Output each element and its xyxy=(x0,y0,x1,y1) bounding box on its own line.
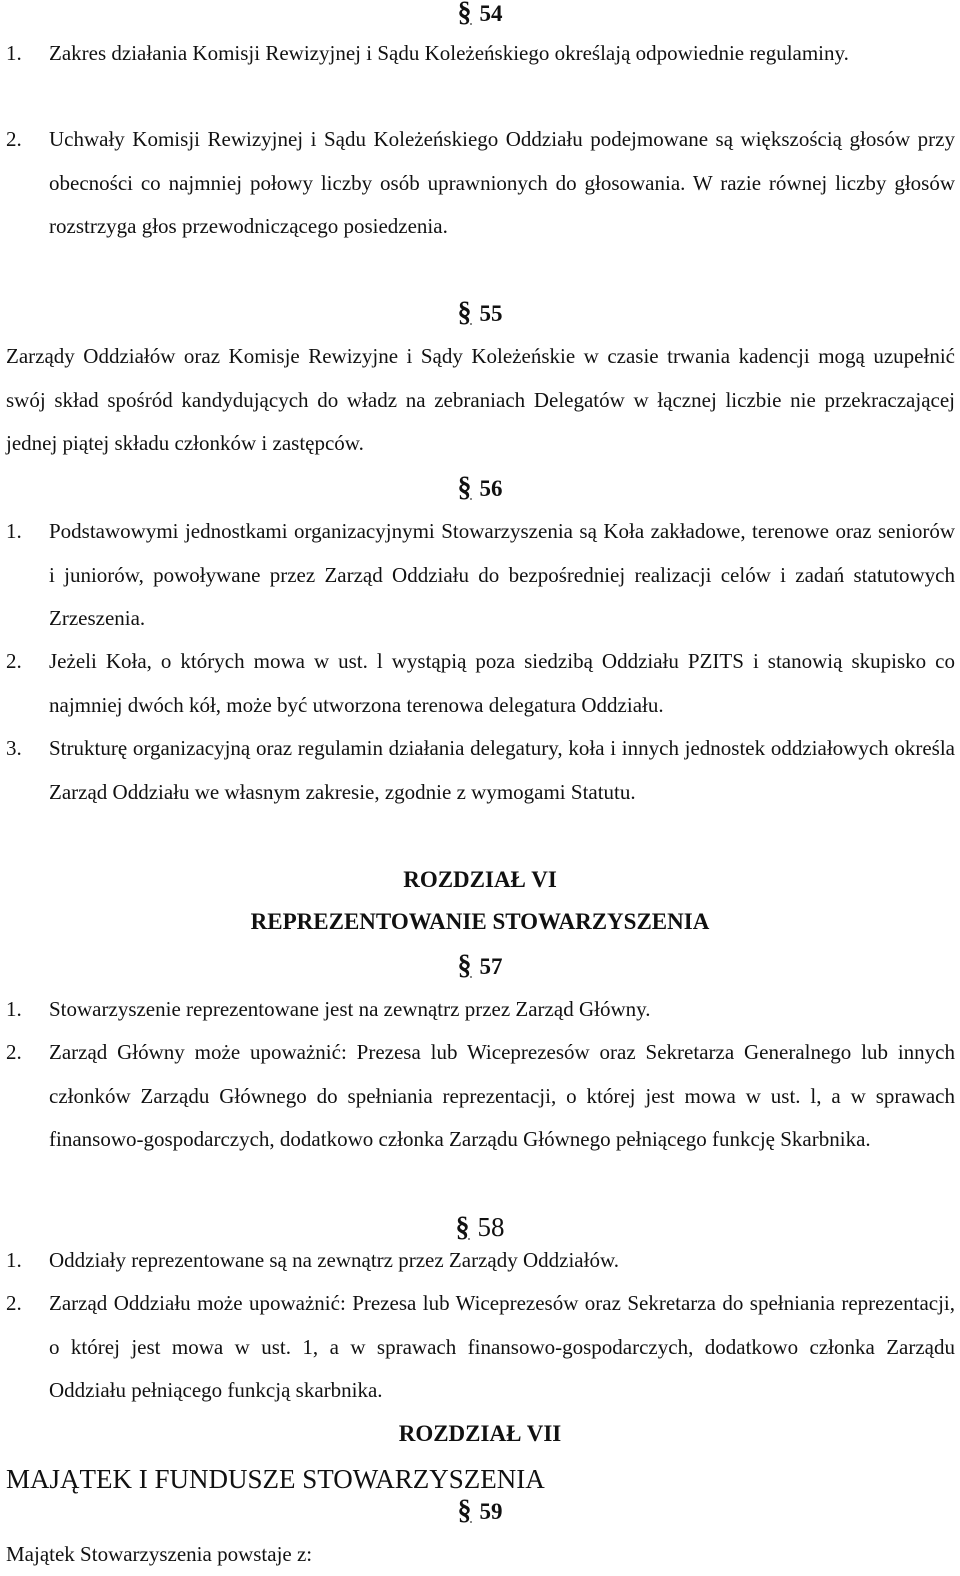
section-symbol: § xyxy=(457,950,472,981)
item-number: 1. xyxy=(6,997,22,1021)
item-number: 3. xyxy=(6,736,22,760)
item-text: Strukturę organizacyjną oraz regulamin działania delegatury, koła i innych jednostek oddziałowych określa Zarząd Oddziału we własnym zakresie, zgodnie z wymogami Statutu. xyxy=(49,736,955,804)
item-text: Zarząd Główny może upoważnić: Prezesa lub Wiceprezesów oraz Sekretarza Generalnego lub innych członków Zarządu Głównego do spełniania reprezentacji, o której jest mowa w ust. l, a w sprawach finansowo-gospodarczych, dodatkowo członka Zarządu Głównego pełniącego funkcję Skarbnika. xyxy=(49,1040,955,1151)
s54-item-1 xyxy=(0,32,955,76)
section-56-heading xyxy=(0,473,960,504)
s58-item-1 xyxy=(0,1239,955,1283)
s59-paragraph: Majątek Stowarzyszenia powstaje z: xyxy=(6,1542,313,1566)
s56-item-3 xyxy=(0,727,955,814)
item-text: Zakres działania Komisji Rewizyjnej i Sądu Koleżeńskiego określają odpowiednie regulaminy. xyxy=(49,41,849,65)
s56-item-2 xyxy=(0,640,955,727)
item-number: 2. xyxy=(6,1040,22,1064)
item-number: 1. xyxy=(6,519,22,543)
s56-item-1 xyxy=(0,510,955,641)
section-59-heading xyxy=(0,1496,960,1527)
section-symbol: § xyxy=(457,297,472,328)
item-text: Stowarzyszenie reprezentowane jest na zewnątrz przez Zarząd Główny. xyxy=(49,997,651,1021)
item-number: 1. xyxy=(6,41,22,65)
s57-item-1 xyxy=(0,988,955,1032)
chapter-6-subtitle: REPREZENTOWANIE STOWARZYSZENIA xyxy=(250,909,710,934)
section-number: 57 xyxy=(479,954,503,979)
item-text: Uchwały Komisji Rewizyjnej i Sądu Koleżeńskiego Oddziału podejmowane są większością głosów przy obecności co najmniej połowy liczby osób uprawnionych do głosowania. W razie równej liczby głosów rozstrzyga głos przewodniczącego posiedzenia. xyxy=(49,127,955,238)
section-symbol: § xyxy=(457,472,472,503)
chapter-7-title: ROZDZIAŁ VII xyxy=(398,1421,562,1446)
item-number: 2. xyxy=(6,649,22,673)
s57-item-2 xyxy=(0,1031,955,1162)
section-symbol: § xyxy=(455,1212,470,1243)
item-number: 2. xyxy=(6,127,22,151)
s55-paragraph: Zarządy Oddziałów oraz Komisje Rewizyjne i Sądy Koleżeńskie w czasie trwania kadencji mogą uzupełnić swój skład spośród kandydujących do władz na zebraniach Delegatów w łącznej liczbie nie przekraczającej jednej piątej składu członków i zastępców. xyxy=(6,344,955,455)
item-text: Podstawowymi jednostkami organizacyjnymi Stowarzyszenia są Koła zakładowe, terenowe oraz seniorów i juniorów, powoływane przez Zarząd Oddziału do bezpośredniej realizacji celów i zadań statutowych Zrzeszenia. xyxy=(49,519,955,630)
item-text: Jeżeli Koła, o których mowa w ust. l wystąpią poza siedzibą Oddziału PZITS i stanowią skupisko co najmniej dwóch kół, może być utworzona terenowa delegatura Oddziału. xyxy=(49,649,955,717)
section-number: 56 xyxy=(479,476,503,501)
section-57-heading xyxy=(0,951,960,982)
section-number: 59 xyxy=(479,1499,503,1524)
section-55-heading xyxy=(0,298,960,329)
section-number: 55 xyxy=(479,301,503,326)
s54-item-2 xyxy=(0,118,955,249)
section-symbol: § xyxy=(457,0,472,28)
chapter-7-subtitle: MAJĄTEK I FUNDUSZE STOWARZYSZENIA xyxy=(6,1464,545,1494)
s58-item-2 xyxy=(0,1282,955,1413)
item-number: 2. xyxy=(6,1291,22,1315)
section-number: 54 xyxy=(479,1,503,26)
item-number: 1. xyxy=(6,1248,22,1272)
section-symbol: § xyxy=(457,1495,472,1526)
section-number: 58 xyxy=(477,1212,505,1242)
chapter-6-title: ROZDZIAŁ VI xyxy=(403,867,557,892)
item-text: Oddziały reprezentowane są na zewnątrz przez Zarządy Oddziałów. xyxy=(49,1248,619,1272)
section-54-heading xyxy=(0,0,960,29)
item-text: Zarząd Oddziału może upoważnić: Prezesa lub Wiceprezesów oraz Sekretarza do spełniania reprezentacji, o której jest mowa w ust. 1, a w sprawach finansowo-gospodarczych, dodatkowo członka Zarządu Oddziału pełniącego funkcją skarbnika. xyxy=(49,1291,955,1402)
